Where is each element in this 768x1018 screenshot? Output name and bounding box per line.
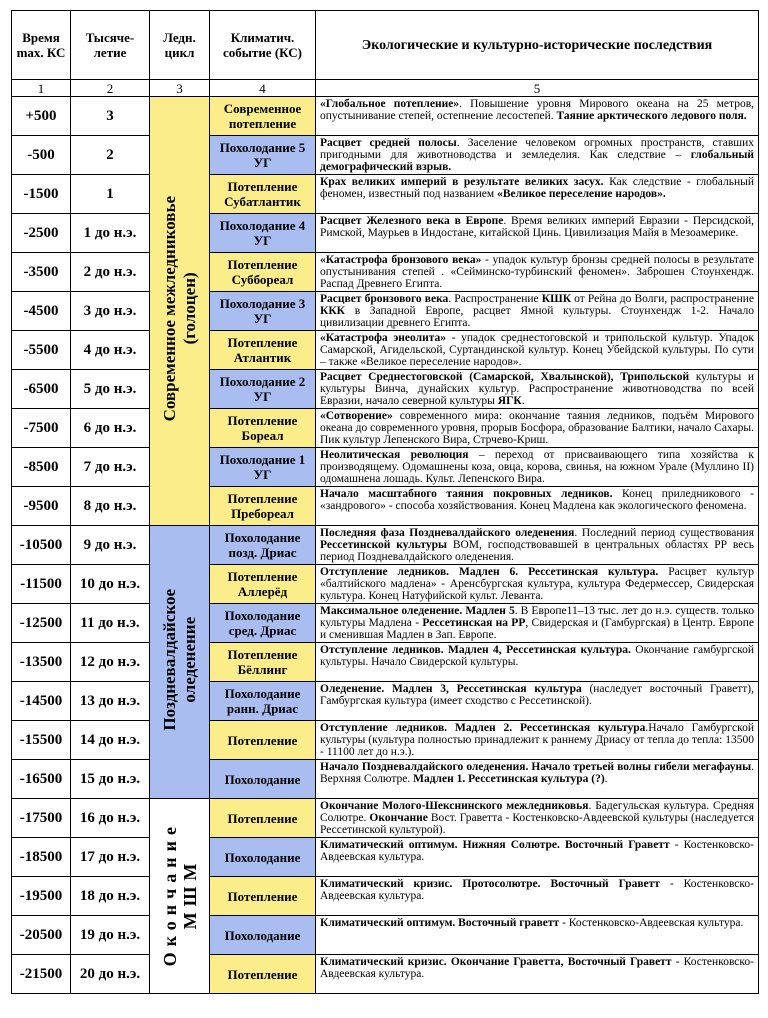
time-cell: -18500 (12, 838, 71, 877)
climate-event-cell: Похолодание 2 УГ (210, 370, 316, 409)
table-row (12, 136, 759, 175)
consequence-bold-text: ЯГК (497, 395, 522, 408)
consequence-bold-text: «Катастрофа бронзового века» (320, 254, 482, 266)
climate-event-cell: Потепление (210, 721, 316, 760)
consequence-text: от Рейна до Волги, распространение (571, 293, 755, 305)
table-row (12, 955, 759, 994)
climate-event-cell: Потепление (210, 955, 316, 994)
consequence-text: - Костенковско-Авдеевская культура. (320, 839, 754, 864)
consequence-bold-text: «Сотворение» (320, 410, 393, 422)
glacial-cycle-label: Современное межледниковье (голоцен) (159, 195, 199, 422)
header-row (12, 11, 759, 80)
table-row (12, 916, 759, 955)
climate-event-cell: Похолодание 1 УГ (210, 448, 316, 487)
millennium-cell: 17 до н.э. (71, 838, 150, 877)
consequence-text: - Костенковско-Авдеевская культура. (320, 878, 754, 903)
header-time: Время max. КС (12, 11, 71, 80)
consequence-text: Расцвет культур «балтийского мадлена» - Аренсбургская культура, культура Федермессер, Свидерская культура. Конец Натуфийской культ. Леванта. (320, 566, 754, 603)
millennium-cell: 3 до н.э. (71, 292, 150, 331)
consequence-text: ВОМ, господствовавшей в центральных областях РР весь период Поздневалдайского оледенения. (320, 539, 754, 564)
consequence-bold-text: «Катастрофа энеолита» (320, 332, 446, 344)
table-row (12, 97, 759, 136)
consequence-text: - упадок среднестоговской и трипольской культур. Упадок Самарской, Агидельской, Суртандинской культур. Конец Убейдской культуры. По сути – также «Великое переселение народов». (320, 332, 754, 369)
climate-event-cell: Потепление Суббореал (210, 253, 316, 292)
climate-table (11, 10, 759, 994)
column-number-row (12, 80, 759, 97)
climate-event-cell: Современное потепление (210, 97, 316, 136)
consequences-cell (316, 409, 759, 448)
climate-event-cell: Потепление Бореал (210, 409, 316, 448)
consequence-text: Как следствие - глобальный феномен, известный под названием (320, 176, 754, 201)
consequence-text: . Заселение человеком огромных пространств, ставших пригодными для животноводства и земледелия. Как следствие – (320, 137, 755, 162)
time-cell: -19500 (12, 877, 71, 916)
consequences-cell (316, 682, 759, 721)
consequences-cell (316, 721, 759, 760)
time-cell: -4500 (12, 292, 71, 331)
time-cell: -500 (12, 136, 71, 175)
table-body (12, 97, 759, 994)
climate-event-cell: Потепление Бёллинг (210, 643, 316, 682)
millennium-cell: 4 до н.э. (71, 331, 150, 370)
table-row (12, 682, 759, 721)
time-cell: -7500 (12, 409, 71, 448)
time-cell: -5500 (12, 331, 71, 370)
consequences-cell (316, 955, 759, 994)
millennium-cell: 1 (71, 175, 150, 214)
column-number: 2 (71, 80, 150, 97)
millennium-cell: 9 до н.э. (71, 526, 150, 565)
consequence-text: . Время великих империй Евразии - Персидской, Римской, Маурьев в Индостане, китайской Цинь. Цивилизация Майя в Мезоамерике. (320, 215, 754, 240)
consequence-bold-text: Расцвет средней полосы (320, 137, 457, 149)
millennium-cell: 19 до н.э. (71, 916, 150, 955)
glacial-cycle-cell (150, 97, 210, 526)
column-number: 3 (150, 80, 210, 97)
table-row (12, 565, 759, 604)
consequence-text: (наследует восточный Граветт), Гамбургская культура (имеет сходство с Рессетинской). (320, 683, 754, 708)
consequence-bold-text: Расцвет Среднестоговской (Самарской, Хвалынской), Трипольской (320, 371, 690, 383)
consequences-cell (316, 214, 759, 253)
consequences-cell (316, 136, 759, 175)
climate-event-cell: Потепление (210, 877, 316, 916)
table-row (12, 292, 759, 331)
climate-event-cell: Потепление Субатлантик (210, 175, 316, 214)
time-cell: -3500 (12, 253, 71, 292)
table-row (12, 409, 759, 448)
time-cell: -21500 (12, 955, 71, 994)
consequences-cell (316, 331, 759, 370)
climate-event-cell: Похолодание (210, 916, 316, 955)
consequence-bold-text: Отступление ледников. Мадлен 6. Рессетинская культура. (320, 566, 659, 578)
consequence-text: культуры и культуры Винча, дунайских культур. Распространение животноводства по всей Евразии, начало северной культуры (320, 371, 754, 408)
consequences-cell (316, 643, 759, 682)
climate-event-cell: Похолодание ранн. Дриас (210, 682, 316, 721)
consequence-bold-text: Климатический кризис. Окончание Граветта, Восточный Граветт (320, 956, 672, 968)
time-cell: -1500 (12, 175, 71, 214)
column-number: 4 (210, 80, 316, 97)
consequence-bold-text: Расцвет Железного века в Европе (320, 215, 504, 227)
glacial-cycle-label: Окончание МШМ (159, 820, 200, 967)
table-row (12, 331, 759, 370)
consequence-bold-text: Последняя фаза Поздневалдайского оледенения (320, 527, 575, 539)
millennium-cell: 2 (71, 136, 150, 175)
consequence-bold-text: Начало масштабного таяния покровных ледников. (320, 488, 613, 500)
time-cell: -14500 (12, 682, 71, 721)
consequences-cell (316, 526, 759, 565)
table-row (12, 253, 759, 292)
consequence-bold-text: «Глобальное потепление» (320, 98, 460, 110)
consequence-text: , Свидерская и (Гамбургская) в Центр. Европе и сменившая Мадлен в Зап. Европе. (320, 617, 754, 642)
time-cell: -20500 (12, 916, 71, 955)
consequence-text: . (604, 773, 608, 786)
consequence-text: Конец приледникового - «зандрового» - способа хозяйствования. Конец Мадлена как экологического феномена. (320, 488, 754, 513)
millennium-cell: 18 до н.э. (71, 877, 150, 916)
consequence-text: Вост. Граветта - Костенковско-Авдеевской культуры (наследуется Рессетинской культурой). (320, 812, 754, 837)
consequence-text: . Последний период существования (574, 527, 754, 539)
column-number: 5 (316, 80, 759, 97)
millennium-cell: 20 до н.э. (71, 955, 150, 994)
glacial-cycle-label: Поздневалдайское оледенение (159, 588, 199, 731)
header-consequences: Экологические и культурно-исторические последствия (316, 11, 759, 80)
consequence-text: - упадок культур бронзы средней полосы в результате опустынивания степей . «Сейминско-турбинский феномен». Заброшен Стоунхендж. Распад Древнего Египта. (320, 254, 754, 291)
consequence-text: . Распространение (448, 293, 542, 305)
header-climate-event: Климатич. событие (КС) (210, 11, 316, 80)
table-row (12, 487, 759, 526)
table-row (12, 526, 759, 565)
consequence-bold-text: Рессетинской культуры (320, 539, 447, 552)
consequences-cell (316, 448, 759, 487)
climate-event-cell: Похолодание (210, 838, 316, 877)
time-cell: -16500 (12, 760, 71, 799)
millennium-cell: 3 (71, 97, 150, 136)
millennium-cell: 10 до н.э. (71, 565, 150, 604)
consequences-cell (316, 916, 759, 955)
consequence-text: . (521, 395, 525, 408)
table-row (12, 877, 759, 916)
consequences-cell (316, 565, 759, 604)
header-glacial-cycle: Ледн. цикл (150, 11, 210, 80)
header-millennium: Тысяче-летие (71, 11, 150, 80)
consequences-cell (316, 292, 759, 331)
time-cell: -10500 (12, 526, 71, 565)
millennium-cell: 5 до н.э. (71, 370, 150, 409)
climate-event-cell: Потепление Атлантик (210, 331, 316, 370)
consequence-bold-text: Рессетинская на РР (422, 617, 526, 630)
glacial-cycle-cell (150, 526, 210, 799)
consequences-cell (316, 877, 759, 916)
consequence-bold-text: Таяние арктического ледового поля. (556, 110, 747, 123)
table-row (12, 370, 759, 409)
time-cell: -17500 (12, 799, 71, 838)
consequence-bold-text: Отступление ледников. Мадлен 4, Рессетинская культура. (320, 644, 631, 656)
table-row (12, 604, 759, 643)
millennium-cell: 6 до н.э. (71, 409, 150, 448)
consequence-bold-text: Расцвет бронзового века (320, 293, 449, 305)
millennium-cell: 1 до н.э. (71, 214, 150, 253)
consequence-text: . В Европе11–13 тыс. лет до н.э. существ. только культуры Мадлена - (320, 605, 754, 630)
consequence-bold-text: Максимальное оледенение. Мадлен 5 (320, 605, 515, 617)
consequence-bold-text: Мадлен 1. Рессетинская культура (?) (413, 773, 605, 786)
consequences-cell (316, 370, 759, 409)
table-row (12, 448, 759, 487)
time-cell: -12500 (12, 604, 71, 643)
consequence-bold-text: Климатический оптимум. Восточный граветт (320, 917, 560, 929)
consequence-bold-text: Неолитическая революция (320, 449, 469, 461)
consequence-bold-text: Окончание (369, 812, 428, 825)
climate-event-cell: Похолодание 3 УГ (210, 292, 316, 331)
consequence-text: . Бадегульская культура. Средняя Солютре. (320, 800, 754, 825)
table-row (12, 799, 759, 838)
consequence-bold-text: Начало Поздневалдайского оледенения. Начало третьей волны гибели мегафауны (320, 761, 752, 773)
climate-event-cell: Потепление Аллерёд (210, 565, 316, 604)
consequence-bold-text: КШК (541, 293, 572, 305)
time-cell: -2500 (12, 214, 71, 253)
climate-event-cell: Похолодание 5 УГ (210, 136, 316, 175)
consequence-bold-text: Окончание Молого-Шекснинского межледниковья (320, 800, 589, 812)
consequence-text: . Повышение уровня Мирового океана на 25 метров, опустынивание степей, остепнение лесостепей. (320, 98, 754, 123)
millennium-cell: 14 до н.э. (71, 721, 150, 760)
consequence-bold-text: Климатический оптимум. Нижняя Солютре. Восточный Граветт (320, 839, 670, 851)
table-row (12, 214, 759, 253)
glacial-cycle-cell (150, 799, 210, 994)
table-row (12, 760, 759, 799)
millennium-cell: 2 до н.э. (71, 253, 150, 292)
consequences-cell (316, 487, 759, 526)
time-cell: -9500 (12, 487, 71, 526)
consequence-text: в Западной Европе, расцвет Ямной культуры. Стоунхендж 1-2. Начало цивилизации древнего Египта. (320, 305, 754, 330)
millennium-cell: 7 до н.э. (71, 448, 150, 487)
consequences-cell (316, 799, 759, 838)
consequence-bold-text: «Великое переселение народов». (497, 188, 666, 201)
table-row (12, 175, 759, 214)
time-cell: +500 (12, 97, 71, 136)
consequence-text: .Начало Гамбургской культуры (культура полностью принадлежит к раннему Дриасу от тепла до тепла: 13500 - 11100 лет до н.э.). (320, 722, 755, 759)
consequence-bold-text: ККК (320, 305, 346, 318)
climate-event-cell: Похолодание сред. Дриас (210, 604, 316, 643)
consequences-cell (316, 175, 759, 214)
consequence-text: - Костенковско-Авдеевская культура. (559, 917, 744, 929)
consequences-cell (316, 760, 759, 799)
table-row (12, 838, 759, 877)
millennium-cell: 8 до н.э. (71, 487, 150, 526)
consequences-cell (316, 97, 759, 136)
consequence-text: Окончание гамбургской культуры. Начало Свидерской культуры. (320, 644, 754, 669)
climate-event-cell: Похолодание позд. Дриас (210, 526, 316, 565)
consequences-cell (316, 604, 759, 643)
millennium-cell: 16 до н.э. (71, 799, 150, 838)
climate-event-cell: Потепление (210, 799, 316, 838)
consequence-text: – переход от присваивающего типа хозяйства к производящему. Одомашнены коза, овца, корова, свинья, на южном Урале (Муллино II) одомашнена лошадь. Культ. Лепенского Вира. (320, 449, 754, 486)
consequence-text: . Верхняя Солютре. (320, 761, 754, 786)
consequence-bold-text: Оледенение. Мадлен 3, Рессетинская культура (320, 683, 582, 695)
table-row (12, 643, 759, 682)
consequence-bold-text: Отступление ледников. Мадлен 2. Рессетинская культура (320, 722, 646, 734)
consequences-cell (316, 253, 759, 292)
millennium-cell: 13 до н.э. (71, 682, 150, 721)
time-cell: -15500 (12, 721, 71, 760)
consequence-bold-text: Крах великих империй в результате великих засух. (320, 176, 604, 188)
millennium-cell: 15 до н.э. (71, 760, 150, 799)
consequence-text: - Костенковско-Авдеевская культура. (320, 956, 754, 981)
millennium-cell: 12 до н.э. (71, 643, 150, 682)
climate-event-cell: Похолодание (210, 760, 316, 799)
consequence-text: современного мира: окончание таяния ледников, подъём Мирового океана до современного уровня, прорыв Босфора, образование Балтики, начало Сахары. Пик культур Лепенского Вира, Стрчево-Криш. (320, 410, 754, 447)
table-row (12, 721, 759, 760)
time-cell: -13500 (12, 643, 71, 682)
time-cell: -8500 (12, 448, 71, 487)
time-cell: -6500 (12, 370, 71, 409)
consequence-bold-text: Климатический кризис. Протосолютре. Восточный Граветт (320, 878, 660, 890)
consequence-bold-text: глобальный демографический взрыв. (320, 149, 754, 174)
millennium-cell: 11 до н.э. (71, 604, 150, 643)
time-cell: -11500 (12, 565, 71, 604)
consequences-cell (316, 838, 759, 877)
climate-event-cell: Похолодание 4 УГ (210, 214, 316, 253)
climate-event-cell: Потепление Пребореал (210, 487, 316, 526)
column-number: 1 (12, 80, 71, 97)
